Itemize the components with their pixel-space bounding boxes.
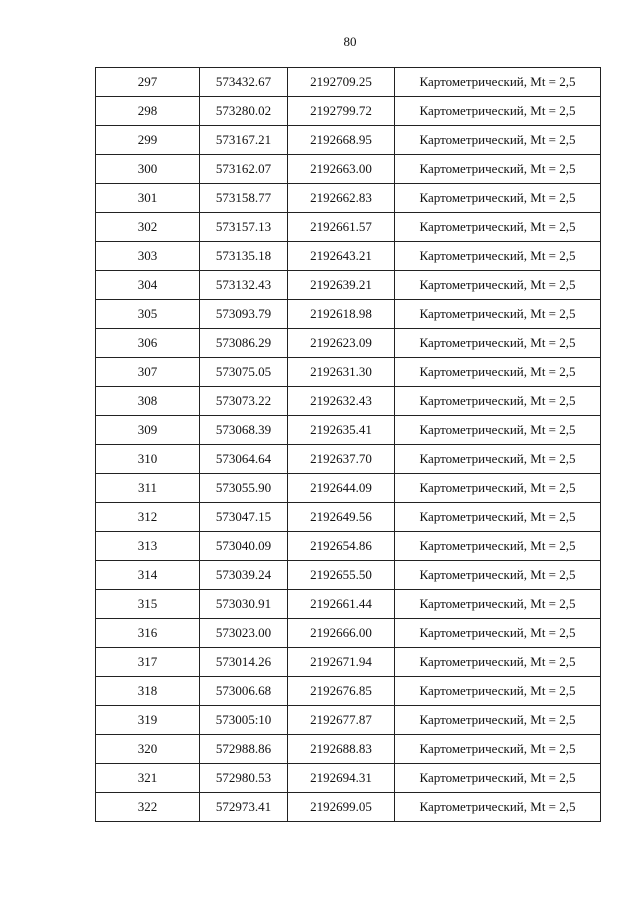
method-cell: Картометрический, Mt = 2,5 (395, 561, 601, 590)
point-number-cell: 313 (96, 532, 200, 561)
method-cell: Картометрический, Mt = 2,5 (395, 590, 601, 619)
point-number-cell: 298 (96, 97, 200, 126)
table-row (96, 735, 601, 764)
point-number-cell: 310 (96, 445, 200, 474)
method-cell: Картометрический, Mt = 2,5 (395, 329, 601, 358)
method-cell: Картометрический, Mt = 2,5 (395, 445, 601, 474)
coordinate-y-cell: 2192694.31 (288, 764, 395, 793)
table-row (96, 213, 601, 242)
method-cell: Картометрический, Mt = 2,5 (395, 735, 601, 764)
coordinate-x-cell: 573158.77 (200, 184, 288, 213)
point-number-cell: 304 (96, 271, 200, 300)
point-number-cell: 300 (96, 155, 200, 184)
table-row (96, 126, 601, 155)
coordinate-x-cell: 573093.79 (200, 300, 288, 329)
coordinate-x-cell: 573014.26 (200, 648, 288, 677)
method-cell: Картометрический, Mt = 2,5 (395, 213, 601, 242)
coordinate-x-cell: 573075.05 (200, 358, 288, 387)
coordinate-x-cell: 572980.53 (200, 764, 288, 793)
point-number-cell: 322 (96, 793, 200, 822)
method-cell: Картометрический, Mt = 2,5 (395, 706, 601, 735)
method-cell: Картометрический, Mt = 2,5 (395, 126, 601, 155)
point-number-cell: 306 (96, 329, 200, 358)
coordinate-y-cell: 2192635.41 (288, 416, 395, 445)
coordinate-y-cell: 2192661.57 (288, 213, 395, 242)
method-cell: Картометрический, Mt = 2,5 (395, 532, 601, 561)
table-row (96, 242, 601, 271)
point-number-cell: 302 (96, 213, 200, 242)
table-row (96, 97, 601, 126)
table-row (96, 445, 601, 474)
table-row (96, 68, 601, 97)
coordinates-table-body (96, 68, 601, 822)
method-cell: Картометрический, Mt = 2,5 (395, 764, 601, 793)
coordinate-y-cell: 2192649.56 (288, 503, 395, 532)
table-row (96, 184, 601, 213)
table-row (96, 503, 601, 532)
point-number-cell: 311 (96, 474, 200, 503)
coordinate-x-cell: 573068.39 (200, 416, 288, 445)
method-cell: Картометрический, Mt = 2,5 (395, 358, 601, 387)
method-cell: Картометрический, Mt = 2,5 (395, 155, 601, 184)
point-number-cell: 303 (96, 242, 200, 271)
coordinate-x-cell: 573006.68 (200, 677, 288, 706)
coordinate-y-cell: 2192655.50 (288, 561, 395, 590)
coordinate-y-cell: 2192632.43 (288, 387, 395, 416)
table-row (96, 387, 601, 416)
method-cell: Картометрический, Mt = 2,5 (395, 300, 601, 329)
point-number-cell: 297 (96, 68, 200, 97)
point-number-cell: 305 (96, 300, 200, 329)
method-cell: Картометрический, Mt = 2,5 (395, 271, 601, 300)
point-number-cell: 316 (96, 619, 200, 648)
method-cell: Картометрический, Mt = 2,5 (395, 97, 601, 126)
method-cell: Картометрический, Mt = 2,5 (395, 619, 601, 648)
table-row (96, 474, 601, 503)
point-number-cell: 301 (96, 184, 200, 213)
method-cell: Картометрический, Mt = 2,5 (395, 793, 601, 822)
table-row (96, 561, 601, 590)
coordinate-x-cell: 572988.86 (200, 735, 288, 764)
coordinate-x-cell: 573157.13 (200, 213, 288, 242)
coordinate-x-cell: 573135.18 (200, 242, 288, 271)
coordinate-x-cell: 573132.43 (200, 271, 288, 300)
coordinate-y-cell: 2192677.87 (288, 706, 395, 735)
coordinate-x-cell: 573167.21 (200, 126, 288, 155)
coordinate-y-cell: 2192637.70 (288, 445, 395, 474)
method-cell: Картометрический, Mt = 2,5 (395, 648, 601, 677)
coordinate-y-cell: 2192699.05 (288, 793, 395, 822)
coordinate-y-cell: 2192799.72 (288, 97, 395, 126)
coordinate-y-cell: 2192654.86 (288, 532, 395, 561)
table-row (96, 648, 601, 677)
method-cell: Картометрический, Mt = 2,5 (395, 474, 601, 503)
method-cell: Картометрический, Mt = 2,5 (395, 242, 601, 271)
point-number-cell: 321 (96, 764, 200, 793)
point-number-cell: 317 (96, 648, 200, 677)
table-row (96, 329, 601, 358)
method-cell: Картометрический, Mt = 2,5 (395, 184, 601, 213)
point-number-cell: 319 (96, 706, 200, 735)
point-number-cell: 314 (96, 561, 200, 590)
table-row (96, 300, 601, 329)
page-number: 80 (343, 34, 357, 49)
coordinate-x-cell: 573005:10 (200, 706, 288, 735)
coordinate-y-cell: 2192668.95 (288, 126, 395, 155)
coordinate-x-cell: 573073.22 (200, 387, 288, 416)
coordinate-x-cell: 573030.91 (200, 590, 288, 619)
method-cell: Картометрический, Mt = 2,5 (395, 677, 601, 706)
coordinate-y-cell: 2192618.98 (288, 300, 395, 329)
point-number-cell: 318 (96, 677, 200, 706)
coordinate-y-cell: 2192671.94 (288, 648, 395, 677)
point-number-cell: 312 (96, 503, 200, 532)
coordinate-y-cell: 2192623.09 (288, 329, 395, 358)
point-number-cell: 309 (96, 416, 200, 445)
coordinate-x-cell: 573280.02 (200, 97, 288, 126)
table-row (96, 358, 601, 387)
method-cell: Картометрический, Mt = 2,5 (395, 68, 601, 97)
coordinate-x-cell: 573064.64 (200, 445, 288, 474)
coordinate-x-cell: 573086.29 (200, 329, 288, 358)
coordinate-x-cell: 573162.07 (200, 155, 288, 184)
table-row (96, 590, 601, 619)
table-row (96, 532, 601, 561)
point-number-cell: 307 (96, 358, 200, 387)
coordinate-x-cell: 573047.15 (200, 503, 288, 532)
point-number-cell: 308 (96, 387, 200, 416)
coordinate-x-cell: 573432.67 (200, 68, 288, 97)
coordinate-y-cell: 2192631.30 (288, 358, 395, 387)
method-cell: Картометрический, Mt = 2,5 (395, 503, 601, 532)
coordinate-x-cell: 573040.09 (200, 532, 288, 561)
table-row (96, 677, 601, 706)
coordinate-x-cell: 573023.00 (200, 619, 288, 648)
coordinate-y-cell: 2192676.85 (288, 677, 395, 706)
table-row (96, 793, 601, 822)
method-cell: Картометрический, Mt = 2,5 (395, 416, 601, 445)
point-number-cell: 299 (96, 126, 200, 155)
table-row (96, 271, 601, 300)
table-row (96, 416, 601, 445)
coordinate-x-cell: 572973.41 (200, 793, 288, 822)
coordinate-y-cell: 2192662.83 (288, 184, 395, 213)
method-cell: Картометрический, Mt = 2,5 (395, 387, 601, 416)
table-row (96, 155, 601, 184)
coordinate-y-cell: 2192643.21 (288, 242, 395, 271)
point-number-cell: 315 (96, 590, 200, 619)
table-row (96, 619, 601, 648)
coordinate-y-cell: 2192709.25 (288, 68, 395, 97)
coordinate-x-cell: 573039.24 (200, 561, 288, 590)
table-row (96, 706, 601, 735)
point-number-cell: 320 (96, 735, 200, 764)
coordinate-y-cell: 2192688.83 (288, 735, 395, 764)
coordinates-table (95, 67, 601, 822)
coordinate-y-cell: 2192661.44 (288, 590, 395, 619)
table-row (96, 764, 601, 793)
coordinate-x-cell: 573055.90 (200, 474, 288, 503)
coordinate-y-cell: 2192666.00 (288, 619, 395, 648)
coordinate-y-cell: 2192639.21 (288, 271, 395, 300)
coordinate-y-cell: 2192663.00 (288, 155, 395, 184)
coordinate-y-cell: 2192644.09 (288, 474, 395, 503)
